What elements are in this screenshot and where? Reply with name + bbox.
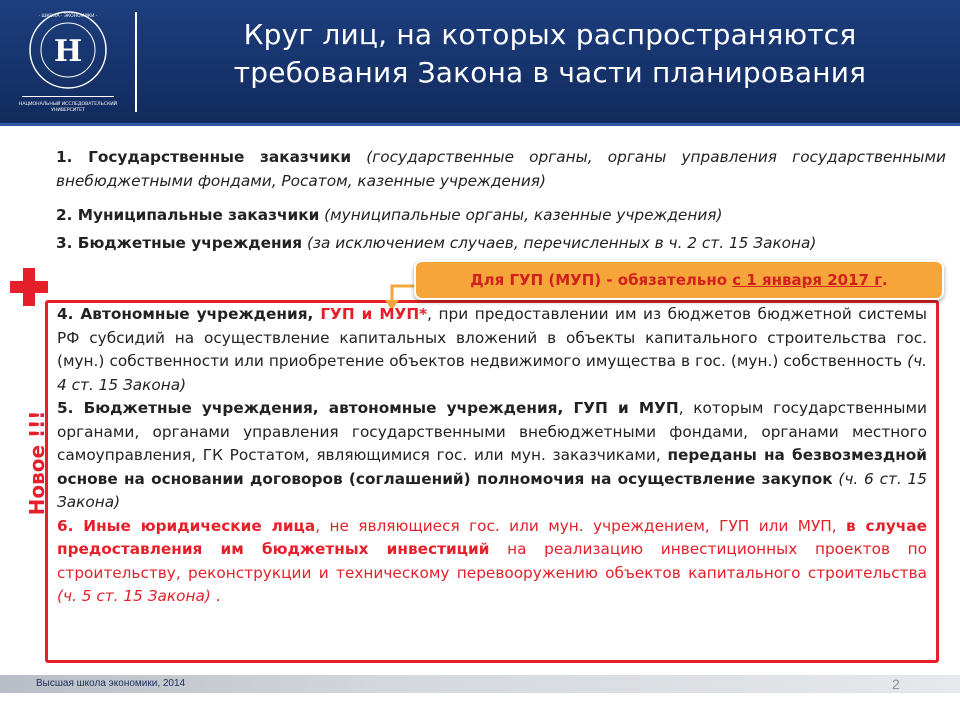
item-4-title: 4. Автономные учреждения, bbox=[57, 305, 321, 323]
item-2 bbox=[56, 204, 946, 228]
item-5 bbox=[57, 397, 927, 515]
item-1-note: (государственные органы, органы управления государственными внебюджетными фондами, Росатом, казенные учреждения) bbox=[56, 148, 946, 190]
item-1 bbox=[56, 146, 946, 193]
title-line-1: Круг лиц, на которых распространяются bbox=[243, 18, 857, 51]
new-label: Новое !!! bbox=[25, 410, 49, 516]
item-1-title: 1. Государственные заказчики bbox=[56, 148, 352, 166]
svg-text:· ШКОЛА · ЭКОНОМИКИ ·: · ШКОЛА · ЭКОНОМИКИ · bbox=[38, 14, 98, 19]
svg-text:Н: Н bbox=[53, 34, 83, 69]
page-number: 2 bbox=[892, 676, 900, 692]
item-4-note: (ч. 4 ст. 15 Закона) bbox=[57, 352, 927, 394]
item-6-text: , не являющиеся гос. или мун. учреждением, ГУП или МУП, bbox=[315, 516, 847, 535]
new-items bbox=[57, 303, 927, 609]
callout-deadline bbox=[414, 260, 944, 300]
footer-text: Высшая школа экономики, 2014 bbox=[36, 678, 186, 689]
title-line-2: требования Закона в части планирования bbox=[233, 56, 867, 89]
item-5-emphasis: переданы на безвозмездной основе на основании договоров (соглашений) полномочия на осуществление закупок bbox=[57, 446, 927, 488]
header-divider bbox=[135, 12, 137, 112]
item-5-title: 5. Бюджетные учреждения, автономные учреждения, ГУП и МУП bbox=[57, 399, 679, 417]
callout-text: Для ГУП (МУП) - обязательно bbox=[470, 271, 733, 289]
item-6 bbox=[57, 515, 927, 609]
red-plus-icon bbox=[10, 268, 48, 306]
item-5-text: , которым государственными органами, органами управления государственными внебюджетными фондами, органами местного самоуправления, ГК Ростатом, являющимися гос. или мун. заказчиками, bbox=[57, 399, 927, 464]
item-2-note: (муниципальные органы, казенные учреждения) bbox=[319, 206, 723, 224]
slide-header bbox=[0, 0, 960, 126]
item-6-title: 6. Иные юридические лица bbox=[57, 516, 316, 535]
item-4-gup: ГУП и МУП* bbox=[320, 305, 428, 323]
item-4 bbox=[57, 303, 927, 397]
item-6-emphasis: в случае предоставления им бюджетных инвестиций bbox=[57, 516, 927, 558]
university-logo bbox=[16, 6, 120, 118]
callout-end: . bbox=[882, 271, 888, 289]
svg-text:НАЦИОНАЛЬНЫЙ ИССЛЕДОВАТЕЛЬСКИЙ: НАЦИОНАЛЬНЫЙ ИССЛЕДОВАТЕЛЬСКИЙ bbox=[18, 102, 118, 107]
slide-title bbox=[150, 16, 950, 92]
item-6-text-2: на реализацию инвестиционных проектов по строительству, реконструкции и техническому перевооружению объектов капитального строительства bbox=[57, 540, 928, 582]
callout-date: с 1 января 2017 г bbox=[732, 271, 883, 289]
item-3 bbox=[56, 232, 946, 256]
item-3-title: 3. Бюджетные учреждения bbox=[56, 234, 303, 252]
item-3-note: (за исключением случаев, перечисленных в ч. 2 ст. 15 Закона) bbox=[302, 234, 817, 252]
item-5-note: (ч. 6 ст. 15 Закона) bbox=[57, 469, 927, 511]
item-6-note: (ч. 5 ст. 15 Закона) bbox=[57, 587, 211, 605]
item-6-end: . bbox=[210, 587, 221, 605]
item-2-title: 2. Муниципальные заказчики bbox=[56, 206, 320, 224]
item-4-text: , при предоставлении им из бюджетов бюджетной системы РФ субсидий на осуществление капитальных вложений в объекты капитального строительства гос. (мун.) собственности или приобретение объектов недвижимого имущества в гос. (мун.) собственность bbox=[57, 305, 928, 370]
svg-text:УНИВЕРСИТЕТ: УНИВЕРСИТЕТ bbox=[51, 108, 85, 113]
